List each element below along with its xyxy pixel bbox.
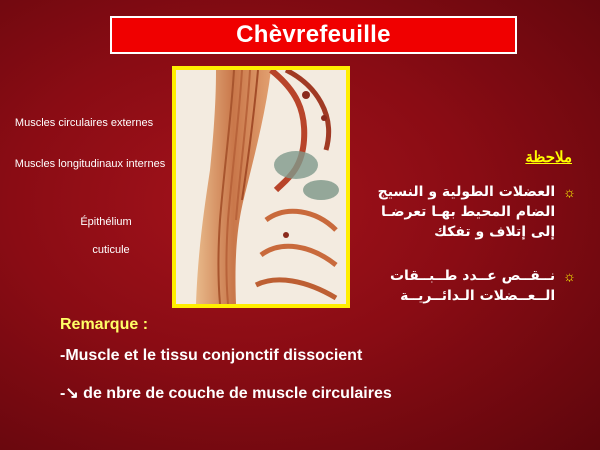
label-epithelium: Épithélium <box>80 216 132 228</box>
slide-title: Chèvrefeuille <box>236 21 391 48</box>
remark-title: Remarque : <box>60 316 149 333</box>
arabic-note-heading: ملاحظة <box>525 149 572 166</box>
sun-bullet-icon: ☼ <box>563 268 576 284</box>
arabic-note-item: ☼ نــقــص عــدد طــبــقات الــعــضلات الـدائــريــة <box>389 268 576 304</box>
label-cuticule: cuticule <box>92 244 130 256</box>
remark-line-2: -↘ de nbre de couche de muscle circulaires <box>60 385 392 402</box>
arabic-note-item: ☼ العضلات الطولية و النسيج الضام المحيط بهـا تعرضـا إلى إتلاف و تفكك <box>377 184 576 240</box>
remark-line-1: -Muscle et le tissu conjonctif dissocient <box>60 347 363 364</box>
histology-micrograph-icon <box>176 70 346 304</box>
slide-title-box <box>110 16 517 54</box>
label-muscles-circulaires: Muscles circulaires externes <box>14 117 154 129</box>
sun-bullet-icon: ☼ <box>563 184 576 200</box>
label-muscles-longitudinaux: Muscles longitudinaux internes <box>14 158 166 170</box>
histology-image <box>172 66 350 308</box>
